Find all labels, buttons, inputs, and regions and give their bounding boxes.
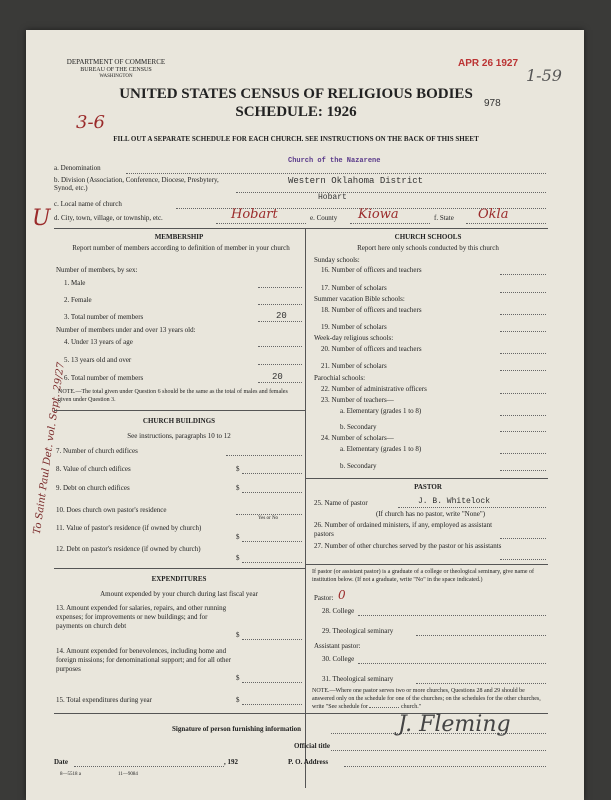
form-code-2: 11—9084 bbox=[118, 772, 138, 777]
parochial-label: Parochial schools: bbox=[314, 374, 366, 382]
membership-heading: MEMBERSHIP bbox=[154, 233, 204, 241]
form-title: UNITED STATES CENSUS OF RELIGIOUS BODIES bbox=[119, 86, 473, 102]
denomination-label: a. Denomination bbox=[54, 164, 101, 172]
q20-label: 20. Number of officers and teachers bbox=[321, 345, 422, 353]
q18-label: 18. Number of officers and teachers bbox=[321, 306, 422, 314]
division-label: b. Division (Association, Conference, Diocese, Presbytery, Synod, etc.) bbox=[54, 176, 219, 192]
weekday-label: Week-day religious schools: bbox=[314, 334, 394, 342]
membership-note: NOTE.—The total given under Question 6 should be the same as the total of males and females given under Question 3. bbox=[58, 389, 288, 403]
pastor-graduate-value[interactable]: 0 bbox=[338, 588, 346, 602]
q10-label: 10. Does church own pastor's residence bbox=[56, 506, 167, 514]
q14-label: 14. Amount expended for benevolences, including home and foreign missions; for denominational support; and for all other purposes bbox=[56, 647, 231, 673]
local-name-value[interactable]: Hobart bbox=[318, 193, 347, 202]
q31-label: 31. Theological seminary bbox=[322, 675, 394, 683]
note-multiple-end: church." bbox=[400, 704, 422, 710]
q22-label: 22. Number of administrative officers bbox=[321, 385, 427, 393]
state-label: f. State bbox=[434, 214, 454, 222]
handwritten-code: 3-6 bbox=[76, 112, 105, 133]
graduate-note: If pastor (or assistant pastor) is a graduate of a college or theological seminary, give name of institution below. (If not a graduate, write "No" in the space indicated.) bbox=[312, 569, 535, 583]
q3-value[interactable]: 20 bbox=[276, 311, 287, 321]
q25-label: 25. Name of pastor bbox=[314, 499, 368, 507]
q8-dollar: $ bbox=[236, 465, 240, 473]
schools-subtitle: Report here only schools conducted by this church bbox=[357, 244, 499, 252]
q11-dollar: $ bbox=[236, 533, 240, 541]
buildings-heading: CHURCH BUILDINGS bbox=[142, 417, 216, 425]
denomination-value[interactable]: Church of the Nazarene bbox=[288, 157, 381, 165]
po-address-label: P. O. Address bbox=[288, 758, 329, 766]
q13-dollar: $ bbox=[236, 631, 240, 639]
official-title-label: Official title bbox=[294, 742, 330, 750]
q23b-label: b. Secondary bbox=[340, 423, 377, 431]
q11-label: 11. Value of pastor's residence (if owned by church) bbox=[56, 524, 202, 532]
q19-label: 19. Number of scholars bbox=[321, 323, 387, 331]
q23-label: 23. Number of teachers— bbox=[321, 396, 394, 404]
pastor-name-value[interactable]: J. B. Whitelock bbox=[418, 497, 491, 506]
q26-label: 26. Number of ordained ministers, if any, employed as assistant pastors bbox=[314, 521, 493, 538]
form-code-1: 8—5518 a bbox=[60, 772, 81, 777]
buildings-subtitle: See instructions, paragraphs 10 to 12 bbox=[127, 432, 231, 440]
county-label: e. County bbox=[310, 214, 338, 222]
local-name-label: c. Local name of church bbox=[54, 200, 122, 208]
q24b-label: b. Secondary bbox=[340, 462, 377, 470]
q28-label: 28. College bbox=[322, 607, 355, 615]
received-date-stamp: APR 26 1927 bbox=[458, 58, 519, 69]
by-sex-label: Number of members, by sex: bbox=[56, 266, 138, 274]
bureau-label: BUREAU OF THE CENSUS bbox=[80, 67, 152, 73]
city-town-label: d. City, town, village, or township, etc. bbox=[54, 214, 163, 222]
sunday-label: Sunday schools: bbox=[314, 256, 360, 264]
q9-label: 9. Debt on church edifices bbox=[56, 484, 130, 492]
yes-no-hint: Yes or No bbox=[258, 516, 279, 521]
q4-label: 4. Under 13 years of age bbox=[64, 338, 133, 346]
q14-dollar: $ bbox=[236, 674, 240, 682]
q12-dollar: $ bbox=[236, 554, 240, 562]
q9-dollar: $ bbox=[236, 484, 240, 492]
instructions-banner: FILL OUT A SEPARATE SCHEDULE FOR EACH CHURCH. SEE INSTRUCTIONS ON THE BACK OF THIS SHEET bbox=[113, 135, 479, 143]
membership-subtitle: Report number of members according to definition of member in your church bbox=[72, 244, 290, 252]
signature-value[interactable]: J. Fleming bbox=[398, 712, 511, 737]
signature-label: Signature of person furnishing information bbox=[172, 725, 301, 733]
q12-label: 12. Debt on pastor's residence (if owned by church) bbox=[56, 545, 201, 553]
q17-label: 17. Number of scholars bbox=[321, 284, 387, 292]
note-multiple-churches bbox=[312, 687, 546, 711]
q7-label: 7. Number of church edifices bbox=[56, 447, 138, 455]
q30-label: 30. College bbox=[322, 655, 355, 663]
margin-note: To Saint Paul Det. vol. Sept. 29/27 bbox=[31, 361, 67, 536]
q23a-label: a. Elementary (grades 1 to 8) bbox=[340, 407, 422, 415]
pastor-heading: PASTOR bbox=[414, 483, 442, 491]
handwritten-u: U bbox=[32, 206, 51, 231]
expenditures-subtitle: Amount expended by your church during last fiscal year bbox=[100, 590, 258, 598]
year-label: , 192 bbox=[224, 758, 238, 766]
q3-label: 3. Total number of members bbox=[64, 313, 144, 321]
q13-label: 13. Amount expended for salaries, repairs, and other running expenses; for improvements or new buildings; and for payments on church debt bbox=[56, 604, 227, 630]
expenditures-heading: EXPENDITURES bbox=[151, 575, 207, 583]
asst-label: Assistant pastor: bbox=[314, 642, 361, 650]
city-town-value[interactable]: Hobart bbox=[231, 207, 278, 222]
pastor-sub-label: Pastor: bbox=[314, 594, 334, 602]
q5-label: 5. 13 years old and over bbox=[64, 356, 132, 364]
q16-label: 16. Number of officers and teachers bbox=[321, 266, 422, 274]
form-subtitle: SCHEDULE: 1926 bbox=[235, 104, 357, 120]
state-value[interactable]: Okla bbox=[478, 207, 509, 222]
q24a-label: a. Elementary (grades 1 to 8) bbox=[340, 445, 422, 453]
note-multiple-text: NOTE.—Where one pastor serves two or more churches, Questions 28 and 29 should be answered only on the schedule for one of the churches; on the schedules for the other churches, write "See schedule for bbox=[312, 688, 541, 710]
q21-label: 21. Number of scholars bbox=[321, 362, 387, 370]
schools-heading: CHURCH SCHOOLS bbox=[394, 233, 462, 241]
census-schedule-sheet bbox=[26, 30, 584, 800]
q2-label: 2. Female bbox=[64, 296, 92, 304]
city-label: WASHINGTON bbox=[99, 74, 133, 79]
q24-label: 24. Number of scholars— bbox=[321, 434, 394, 442]
q8-label: 8. Value of church edifices bbox=[56, 465, 131, 473]
q15-label: 15. Total expenditures during year bbox=[56, 696, 152, 704]
q27-label: 27. Number of other churches served by the pastor or his assistants bbox=[314, 542, 502, 550]
division-value[interactable]: Western Oklahoma District bbox=[288, 176, 424, 186]
under-over-label: Number of members under and over 13 years old: bbox=[56, 326, 196, 334]
county-value[interactable]: Kiowa bbox=[358, 207, 399, 222]
date-label: Date bbox=[54, 758, 68, 766]
handwritten-code-top: 1-59 bbox=[526, 66, 562, 85]
q1-label: 1. Male bbox=[64, 279, 86, 287]
q29-label: 29. Theological seminary bbox=[322, 627, 394, 635]
summer-label: Summer vacation Bible schools: bbox=[314, 295, 405, 303]
q6-label: 6. Total number of members bbox=[64, 374, 144, 382]
dept-label: DEPARTMENT OF COMMERCE bbox=[66, 58, 166, 66]
q25-note: (If church has no pastor, write "None") bbox=[376, 510, 486, 518]
q6-value[interactable]: 20 bbox=[272, 372, 283, 382]
q15-dollar: $ bbox=[236, 696, 240, 704]
serial-stamp: 978 bbox=[484, 98, 501, 109]
